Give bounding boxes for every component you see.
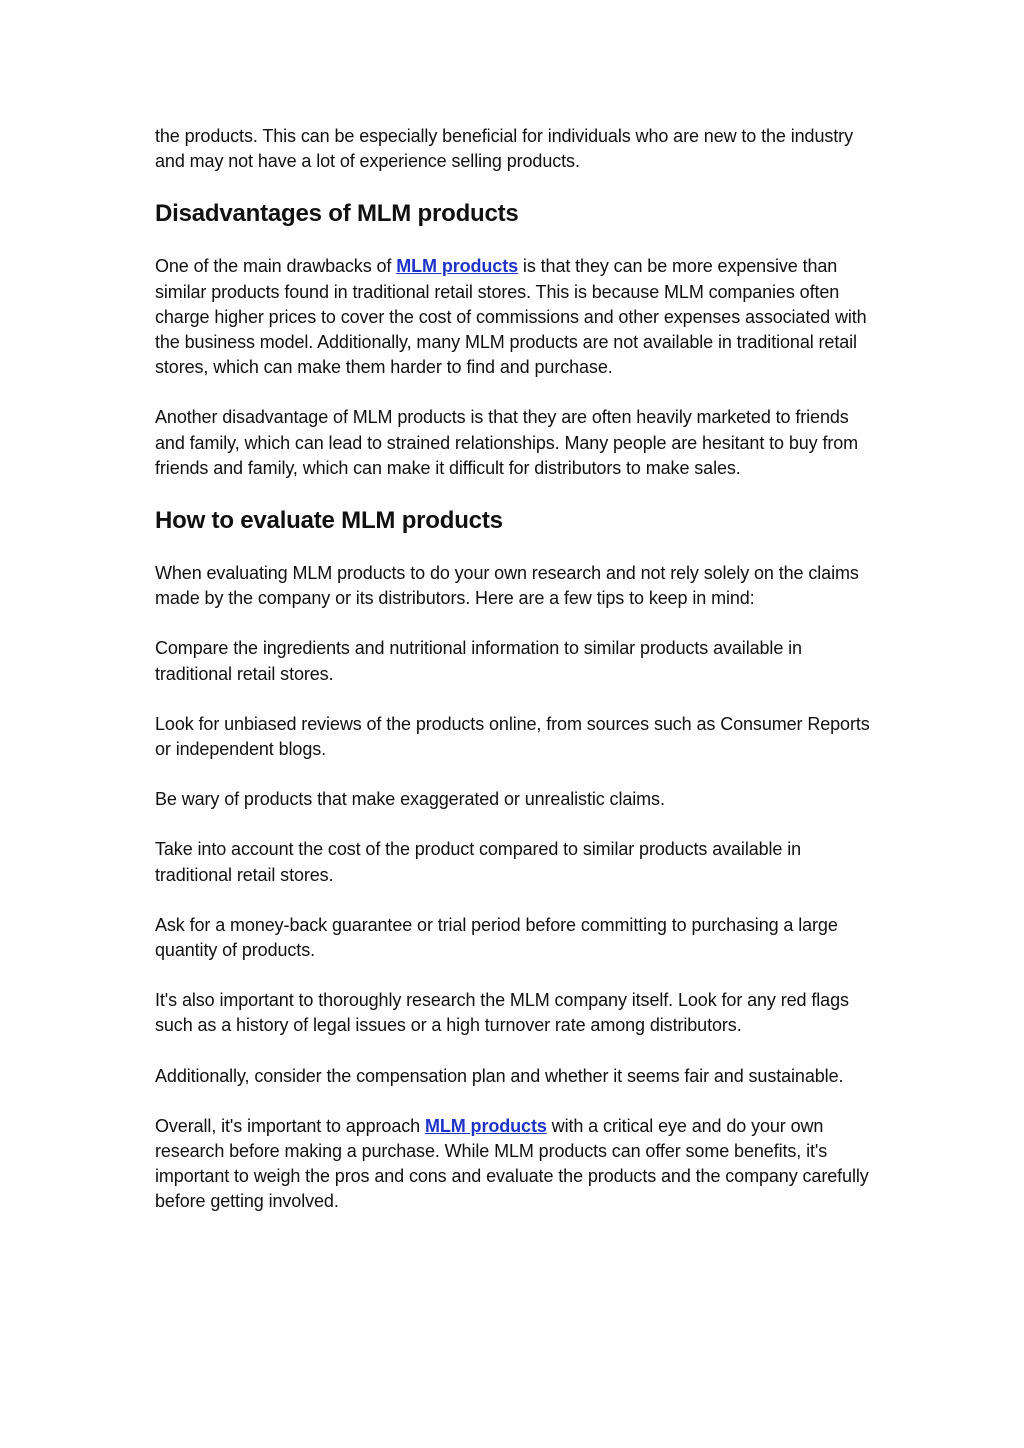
tip-paragraph: Look for unbiased reviews of the products online, from sources such as Consumer Reports or independent blogs.: [155, 713, 870, 760]
paragraph-text: One of the main drawbacks of: [155, 256, 397, 277]
intro-continuation-paragraph: the products. This can be especially beneficial for individuals who are new to the industry and may not have a lot of experience selling products.: [155, 126, 853, 172]
evaluate-heading: How to evaluate MLM products: [155, 507, 503, 535]
paragraph-text: is that they can be more expensive than similar products found in traditional retail stores. This is because MLM companies often charge higher prices to cover the cost of commissions and other expenses associated with the business model. Additionally, many MLM products are not available in traditional retail stores, which can make them harder to find and purchase.: [155, 256, 867, 378]
mlm-products-link[interactable]: MLM products: [424, 1115, 547, 1136]
tip-paragraph: Take into account the cost of the product compared to similar products available in traditional retail stores.: [155, 839, 802, 885]
paragraph-text: with a critical eye and do your own research before making a purchase. While MLM products can offer some benefits, it's important to weigh the pros and cons and evaluate the products and the company carefully before getting involved.: [155, 1115, 869, 1212]
compensation-paragraph: Additionally, consider the compensation plan and whether it seems fair and sustainable.: [155, 1065, 844, 1086]
mlm-products-link[interactable]: MLM products: [396, 256, 519, 277]
document-page: [155, 124, 875, 1240]
disadvantages-heading: Disadvantages of MLM products: [155, 200, 519, 228]
tip-paragraph: Compare the ingredients and nutritional information to similar products available in traditional retail stores.: [155, 638, 802, 684]
evaluate-intro-paragraph: When evaluating MLM products to do your own research and not rely solely on the claims made by the company or its distributors. Here are a few tips to keep in mind:: [155, 563, 859, 609]
paragraph-text: Overall, it's important to approach: [155, 1115, 425, 1136]
tip-paragraph: Be wary of products that make exaggerated or unrealistic claims.: [155, 789, 665, 810]
company-research-paragraph: It's also important to thoroughly research the MLM company itself. Look for any red flags such as a history of legal issues or a high turnover rate among distributors.: [155, 990, 849, 1036]
disadvantages-paragraph-1: [155, 254, 875, 380]
conclusion-paragraph: [155, 1114, 875, 1215]
tip-paragraph: Ask for a money-back guarantee or trial period before committing to purchasing a large quantity of products.: [155, 914, 838, 961]
disadvantages-paragraph-2: Another disadvantage of MLM products is that they are often heavily marketed to friends and family, which can lead to strained relationships. Many people are hesitant to buy from friends and family, which can make it difficult for distributors to make sales.: [155, 407, 859, 478]
